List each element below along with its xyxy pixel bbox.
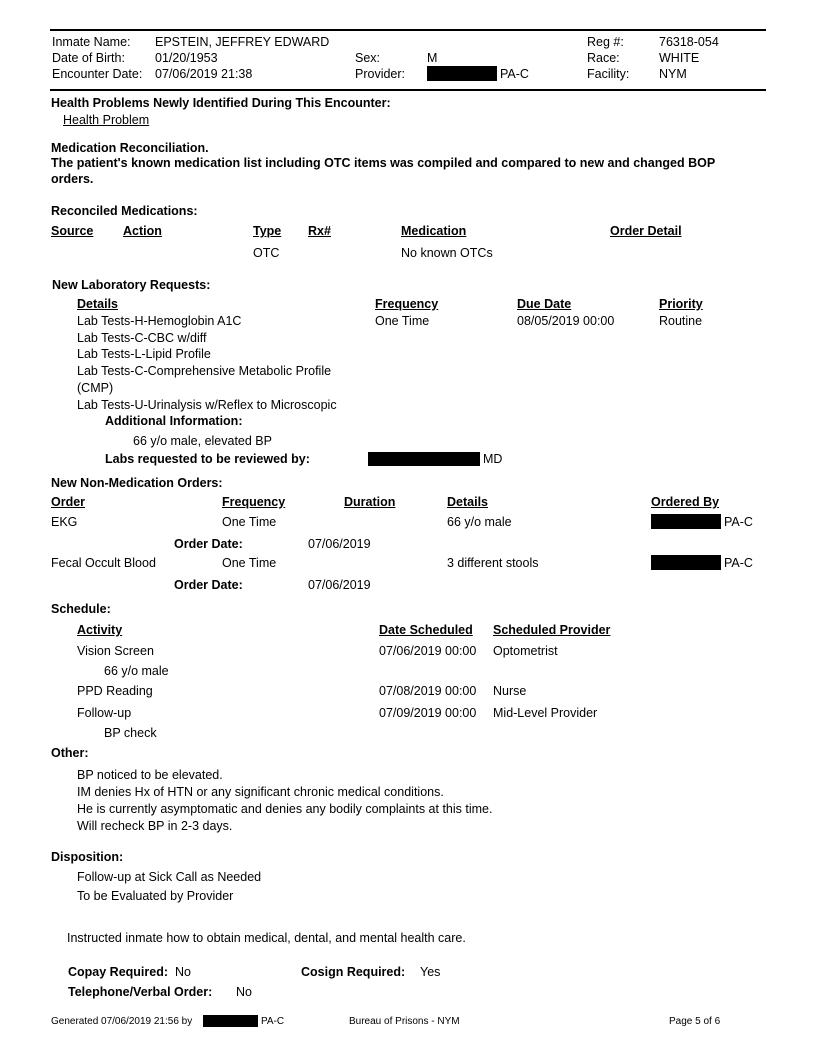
lab-priority: Routine [659, 314, 703, 328]
sex: M [427, 51, 438, 65]
page-number: Page 5 of 6 [669, 1016, 721, 1027]
inmate-name-label: Inmate Name: [52, 35, 131, 49]
reg-label: Reg #: [587, 35, 624, 49]
generated-by-redaction [203, 1015, 258, 1027]
schedule-col-provider: Scheduled Provider [493, 623, 611, 637]
encounter-date-label: Encounter Date: [52, 67, 143, 81]
nonmed-col-details: Details [447, 495, 488, 509]
lab-additional-text: 66 y/o male, elevated BP [133, 434, 272, 448]
order-date: 07/06/2019 [308, 578, 371, 592]
lab-reviewed-label: Labs requested to be reviewed by: [105, 452, 310, 466]
telephone-label: Telephone/Verbal Order: [68, 985, 213, 999]
reconciled-heading: Reconciled Medications: [51, 204, 198, 218]
telephone-value: No [236, 985, 252, 999]
nonmed-col-duration: Duration [344, 495, 396, 509]
disposition-heading: Disposition: [51, 850, 124, 864]
schedule-activity: PPD Reading [77, 684, 153, 698]
med-reconciliation-text-1: The patient's known medication list including OTC items was compiled and compared to new and changed BOP [51, 156, 716, 170]
lab-test: Lab Tests-U-Urinalysis w/Reflex to Microscopic [77, 398, 337, 412]
lab-test: Lab Tests-C-CBC w/diff [77, 331, 207, 345]
nonmed-details: 66 y/o male [447, 515, 512, 529]
lab-col-details: Details [77, 297, 118, 311]
nonmed-ordered-by-suffix: PA-C [724, 556, 753, 570]
schedule-activity: Vision Screen [77, 644, 154, 658]
encounter-date: 07/06/2019 21:38 [155, 67, 253, 81]
ordered-by-redaction [651, 514, 721, 529]
schedule-date: 07/09/2019 00:00 [379, 706, 477, 720]
other-heading: Other: [51, 746, 89, 760]
dob-label: Date of Birth: [52, 51, 125, 65]
col-source: Source [51, 224, 94, 238]
nonmed-frequency: One Time [222, 556, 277, 570]
race-label: Race: [587, 51, 620, 65]
med-reconciliation-heading: Medication Reconciliation. [51, 141, 209, 155]
lab-frequency: One Time [375, 314, 430, 328]
order-date: 07/06/2019 [308, 537, 371, 551]
lab-test: Lab Tests-H-Hemoglobin A1C [77, 314, 242, 328]
health-problem-column: Health Problem [63, 113, 150, 127]
generated-suffix: PA-C [261, 1016, 285, 1027]
schedule-provider: Nurse [493, 684, 527, 698]
facility: NYM [659, 67, 687, 81]
copay-value: No [175, 965, 191, 979]
health-problems-heading: Health Problems Newly Identified During This Encounter: [51, 96, 391, 110]
dob: 01/20/1953 [155, 51, 218, 65]
reconciled-type: OTC [253, 246, 280, 260]
schedule-heading: Schedule: [51, 602, 111, 616]
nonmed-col-order: Order [51, 495, 86, 509]
nonmed-ordered-by-suffix: PA-C [724, 515, 753, 529]
nonmed-frequency: One Time [222, 515, 277, 529]
lab-col-priority: Priority [659, 297, 703, 311]
provider-suffix: PA-C [500, 67, 529, 81]
other-line: BP noticed to be elevated. [77, 768, 223, 782]
other-line: IM denies Hx of HTN or any significant chronic medical conditions. [77, 785, 444, 799]
lab-test: Lab Tests-C-Comprehensive Metabolic Profile [77, 364, 332, 378]
header-bottom-rule [50, 89, 766, 91]
cosign-label: Cosign Required: [301, 965, 406, 979]
copay-label: Copay Required: [68, 965, 169, 979]
header-top-rule [50, 29, 766, 31]
lab-due-date: 08/05/2019 00:00 [517, 314, 615, 328]
lab-test: Lab Tests-L-Lipid Profile [77, 347, 211, 361]
nonmed-col-ordered-by: Ordered By [651, 495, 720, 509]
schedule-col-date: Date Scheduled [379, 623, 473, 637]
instructed-text: Instructed inmate how to obtain medical, dental, and mental health care. [67, 931, 466, 945]
med-reconciliation-text-2: orders. [51, 172, 94, 186]
lab-reviewer-redaction [368, 452, 480, 466]
org-text: Bureau of Prisons - NYM [349, 1016, 460, 1027]
ordered-by-redaction [651, 555, 721, 570]
generated-text: Generated 07/06/2019 21:56 by [51, 1016, 193, 1027]
lab-test: (CMP) [77, 381, 114, 395]
col-order-detail: Order Detail [610, 224, 682, 238]
order-date-label: Order Date: [174, 537, 243, 551]
lab-additional-label: Additional Information: [105, 414, 243, 428]
lab-col-due-date: Due Date [517, 297, 572, 311]
reconciled-medication: No known OTCs [401, 246, 493, 260]
cosign-value: Yes [420, 965, 441, 979]
schedule-activity: Follow-up [77, 706, 132, 720]
col-rx: Rx# [308, 224, 331, 238]
sex-label: Sex: [355, 51, 381, 65]
schedule-provider: Optometrist [493, 644, 558, 658]
col-action: Action [123, 224, 162, 238]
race: WHITE [659, 51, 700, 65]
disposition-line: Follow-up at Sick Call as Needed [77, 870, 262, 884]
lab-reviewed-suffix: MD [483, 452, 503, 466]
schedule-note: BP check [104, 726, 157, 740]
nonmed-details: 3 different stools [447, 556, 539, 570]
nonmed-order: EKG [51, 515, 78, 529]
other-line: He is currently asymptomatic and denies any bodily complaints at this time. [77, 802, 493, 816]
inmate-name: EPSTEIN, JEFFREY EDWARD [155, 35, 330, 49]
disposition-line: To be Evaluated by Provider [77, 889, 234, 903]
provider-label: Provider: [355, 67, 406, 81]
schedule-col-activity: Activity [77, 623, 123, 637]
col-medication: Medication [401, 224, 467, 238]
lab-col-frequency: Frequency [375, 297, 439, 311]
schedule-date: 07/08/2019 00:00 [379, 684, 477, 698]
nonmed-col-frequency: Frequency [222, 495, 286, 509]
lab-heading: New Laboratory Requests: [52, 278, 211, 292]
schedule-date: 07/06/2019 00:00 [379, 644, 477, 658]
schedule-note: 66 y/o male [104, 664, 169, 678]
provider-redaction [427, 66, 497, 81]
order-date-label: Order Date: [174, 578, 243, 592]
reg: 76318-054 [659, 35, 719, 49]
facility-label: Facility: [587, 67, 630, 81]
schedule-provider: Mid-Level Provider [493, 706, 598, 720]
nonmed-order: Fecal Occult Blood [51, 556, 156, 570]
nonmed-heading: New Non-Medication Orders: [51, 476, 223, 490]
other-line: Will recheck BP in 2-3 days. [77, 819, 233, 833]
col-type: Type [253, 224, 282, 238]
